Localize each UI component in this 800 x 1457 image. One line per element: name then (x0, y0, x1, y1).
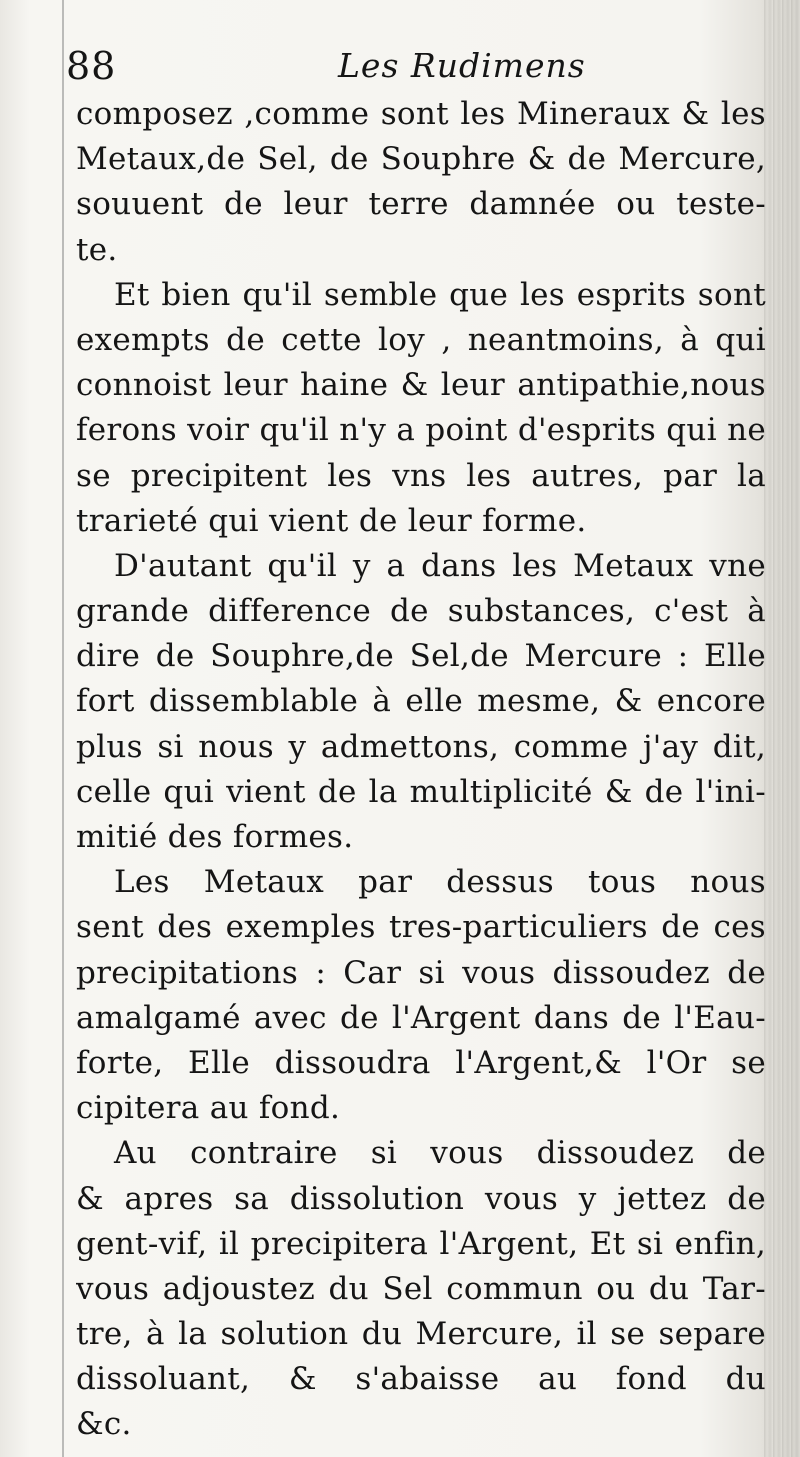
text-line: & apres sa dissolution vous y jettez de (76, 1180, 766, 1217)
text-line: celle qui vient de la multiplicité & de l'ini- (76, 773, 766, 810)
text-line: cipitera au fond. (76, 1090, 341, 1127)
text-line: connoist leur haine & leur antipathie,nous (76, 367, 766, 404)
text-line: trarieté qui vient de leur forme. (76, 502, 587, 539)
gutter-line (62, 0, 64, 1457)
page-number: 88 (66, 44, 117, 88)
text-line: amalgamé avec de l'Argent dans de l'Eau- (76, 999, 766, 1036)
text-line: tre, à la solution du Mercure, il se separe (76, 1316, 766, 1353)
text-line: fort dissemblable à elle mesme, & encore (76, 683, 766, 720)
paragraph-first-line: Au contraire si vous dissoudez de (114, 1135, 766, 1172)
running-head: Les Rudimens (338, 46, 586, 85)
text-line: Metaux,de Sel, de Souphre & de Mercure, (76, 141, 766, 178)
text-line: &c. (76, 1406, 132, 1443)
text-line: gent-vif, il precipitera l'Argent, Et si enfin, (76, 1225, 766, 1262)
paragraph-first-line: Et bien qu'il semble que les esprits sont (114, 276, 766, 313)
body-text (76, 92, 766, 1448)
text-line: mitié des formes. (76, 819, 354, 855)
text-line: te. (76, 231, 118, 268)
text-line: exempts de cette loy , neantmoins, à qui (76, 321, 766, 358)
text-line: vous adjoustez du Sel commun ou du Tar- (76, 1270, 766, 1307)
text-line: dissoluant, & s'abaisse au fond du (76, 1361, 766, 1398)
text-line: souuent de leur terre damnée ou teste- (76, 186, 766, 223)
page-header (66, 44, 756, 92)
text-line: ferons voir qu'il n'y a point d'esprits qui ne (76, 412, 766, 449)
text-line: composez ,comme sont les Mineraux & les (76, 96, 766, 132)
text-line: grande difference de substances, c'est à (76, 593, 766, 630)
text-line: plus si nous y admettons, comme j'ay dit, (76, 728, 766, 765)
text-line: precipitations : Car si vous dissoudez de (76, 954, 766, 991)
page-edge (764, 0, 800, 1457)
text-line: sent des exemples tres-particuliers de ces (76, 909, 766, 946)
text-line: se precipitent les vns les autres, par la (76, 457, 766, 494)
paragraph-first-line: Les Metaux par dessus tous nous (114, 864, 766, 901)
text-line: dire de Souphre,de Sel,de Mercure : Elle (76, 638, 766, 675)
text-line: forte, Elle dissoudra l'Argent,& l'Or se (76, 1044, 766, 1081)
paragraph-first-line: D'autant qu'il y a dans les Metaux vne (114, 547, 766, 584)
